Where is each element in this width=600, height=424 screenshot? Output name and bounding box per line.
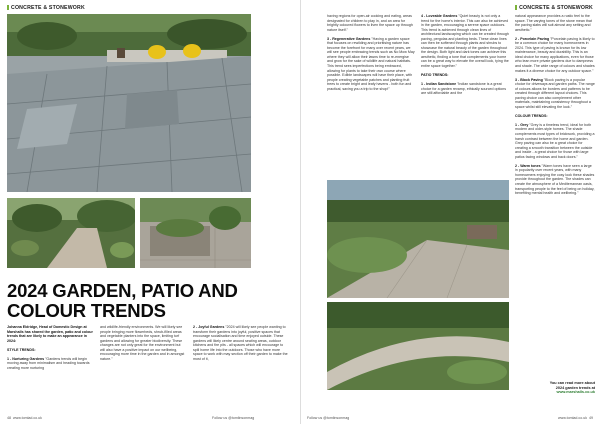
trend-1-continued: and wildlife-friendly environments. We will likely see people bringing more flowerbeds, shrub-filled areas and vegetable planters into the space, limiting turf gardens and allowing for greater biodiversity. These changes are not only great for the environment but will also have a positive impact on our wellbeing, encouraging more time in the garden and in amongst nature." bbox=[100, 325, 185, 361]
left-column-3 bbox=[193, 325, 289, 366]
right-page bbox=[300, 0, 600, 424]
read-more-callout bbox=[513, 381, 595, 395]
cta-line-2: 2024 garden trends at bbox=[555, 385, 595, 390]
trend-2-continued: having regions for open-air cooking and eating, areas designated for children to play in, and an area for brightly coloured flowers to liven the space up through nature itself." bbox=[327, 14, 413, 32]
style-trends-heading: STYLE TRENDS: bbox=[7, 347, 36, 352]
cta-line-1: You can read more about bbox=[549, 381, 595, 385]
trend-4-text: "Quiet beauty is not only a trend for the home's interior. This can also be achieved in the garden, encouraging a serene space outdoors. This trend is achieved through clean lines of architectural landscaping which can be created through paving, pergolas and planting beds. These clean lines can then be softened through plants and shrubs to showcase the natural beauty of the garden throughout the design. Both light and dark tones can achieve this aesthetic, finding a tone that complements your home can be a great way to elevate the overall look, tying the entire space together." bbox=[421, 14, 509, 69]
hero-patio-photo bbox=[7, 14, 251, 192]
trend-3-text: "Having a garden space that focuses on rewilding and prioritising nature has become the forefront for many over recent years, we will see people embracing trends such as No Mow May where they will allow their lawns time to re-energise and grow for the sake of wildlife and natural habitats. This trend sees imperfections being embraced, allowing for plants to take their own course where possible. Edible landscapes will have their place, with people creating vegetable patches and planting fruit trees to create bright and leafy havens - both fun and practical, saving you a trip to the shop!" bbox=[327, 36, 415, 91]
colour-2-lead: 2 - Warm tones bbox=[515, 163, 541, 168]
right-column-1 bbox=[327, 14, 415, 96]
garden-path-photo bbox=[7, 198, 135, 268]
section-tag-text: CONCRETE & STONEWORK bbox=[519, 5, 593, 11]
trend-4-lead: 4 - Loveable Gardens bbox=[421, 14, 458, 18]
tag-bar bbox=[515, 5, 517, 10]
colour-2-text: "Warm tones have seen a large in popularity over recent years, with many homeowners enjoying the cosy look these shades provide throughout the garden. The shades can create the atmosphere of a Mediterranean oasis, transporting people to the feel of being on holiday, benefiting mental health and wellbeing." bbox=[515, 163, 595, 196]
right-column-3 bbox=[515, 14, 595, 200]
left-footer-site[interactable]: www.tomlad.co.uk bbox=[13, 416, 42, 420]
left-column-2 bbox=[100, 325, 186, 366]
patio-1-lead: 1 - Indian Sandstone bbox=[421, 82, 457, 87]
trend-2-lead: 2 - Joyful Gardens bbox=[193, 325, 225, 329]
left-footer bbox=[7, 416, 42, 420]
right-footer-follow[interactable]: Follow us @tomlinsonmag bbox=[307, 416, 350, 420]
right-footer-site[interactable]: www.tomlad.co.uk bbox=[558, 416, 587, 420]
patio-trends-heading: PATIO TRENDS: bbox=[421, 73, 449, 78]
patio-2-lead: 2 - Porcelain Paving bbox=[515, 36, 550, 41]
right-footer bbox=[558, 416, 593, 420]
patio-1-text: "Indian sandstone is a great choice for a garden revamp, ethically sourced options are still affordable and the bbox=[421, 82, 507, 96]
colour-trends-heading: COLOUR TRENDS: bbox=[515, 113, 548, 118]
patio-3-lead: 3 - Block Paving bbox=[515, 77, 543, 82]
curved-path-photo bbox=[327, 302, 509, 390]
colour-1-lead: 1 - Grey bbox=[515, 122, 529, 127]
trend-1-lead: 1 - Nurturing Gardens bbox=[7, 356, 45, 361]
trend-3-lead: 3 - Regenerative Gardens bbox=[327, 36, 371, 41]
garden-lawn-photo bbox=[327, 180, 509, 298]
section-tag-right bbox=[515, 5, 593, 11]
page-headline: 2024 GARDEN, PATIO AND COLOUR TRENDS bbox=[7, 280, 238, 321]
tag-bar bbox=[7, 5, 9, 10]
cta-link[interactable]: www.marshalls.co.uk bbox=[556, 390, 595, 395]
right-page-number: 49 bbox=[589, 416, 593, 420]
patio-3-text: "Block paving is a popular choice for driveways and garden paths. The range of colours allows for borders and patterns to be created through different layout choices. This paving choice can also complement other materials, maintaining consistency throughout a space whilst still elevating the look." bbox=[515, 77, 595, 109]
trend-2-text: "2024 will likely see people wanting to transform their gardens into joyful, positive spaces that encourage socialisation and time enjoyed outside. These gardens will likely centre around seating areas, outdoor kitchens and fire pits - all spaces which will encourage to spill home life into the outdoors. Those who have more space to work with may section off their garden to make the most of it, bbox=[193, 325, 288, 361]
left-footer-follow[interactable]: Follow us @tomlinsonmag bbox=[212, 416, 255, 420]
section-tag-text: CONCRETE & STONEWORK bbox=[11, 5, 85, 11]
right-column-2 bbox=[421, 14, 509, 100]
left-column-1 bbox=[7, 325, 93, 375]
intro-text: Johanna Eldridge, Head of Domestic Design at Marshalls has shared the garden, patio and colour trends that are likely to make an appearance in 2024: bbox=[7, 325, 93, 343]
colour-1-text: "Grey is a timeless trend, ideal for both modern and older-style homes. The shade complements most types of brickwork, providing a harsh contrast between the home and garden. Grey paving can also be a great choice for creating a smooth transition between the outside and inside - a great choice for those with large patios facing windows and back doors." bbox=[515, 122, 595, 159]
raised-bed-photo bbox=[140, 198, 251, 268]
patio-2-text: "Porcelain paving is likely to be a common choice for many homeowners in 2024. This type of paving is known for its low maintenance, beauty and durability. This is an ideal choice for many applications, even for those who lean more private gardens due to dampness and shade. The wide range of colours and shades makes it a diverse choice for any outdoor space." bbox=[515, 36, 595, 73]
trend-1-text: "Gardens trends will begin moving away from minimalism and heading towards creating more nurturing bbox=[7, 356, 90, 370]
left-page-number: 48 bbox=[7, 416, 11, 420]
section-tag-left bbox=[7, 5, 85, 11]
patio-1-continued: natural appearance provides a rustic feel to the space. The varying tones of the stone mean that the paving slabs will suit almost any setting and aesthetic." bbox=[515, 14, 592, 32]
